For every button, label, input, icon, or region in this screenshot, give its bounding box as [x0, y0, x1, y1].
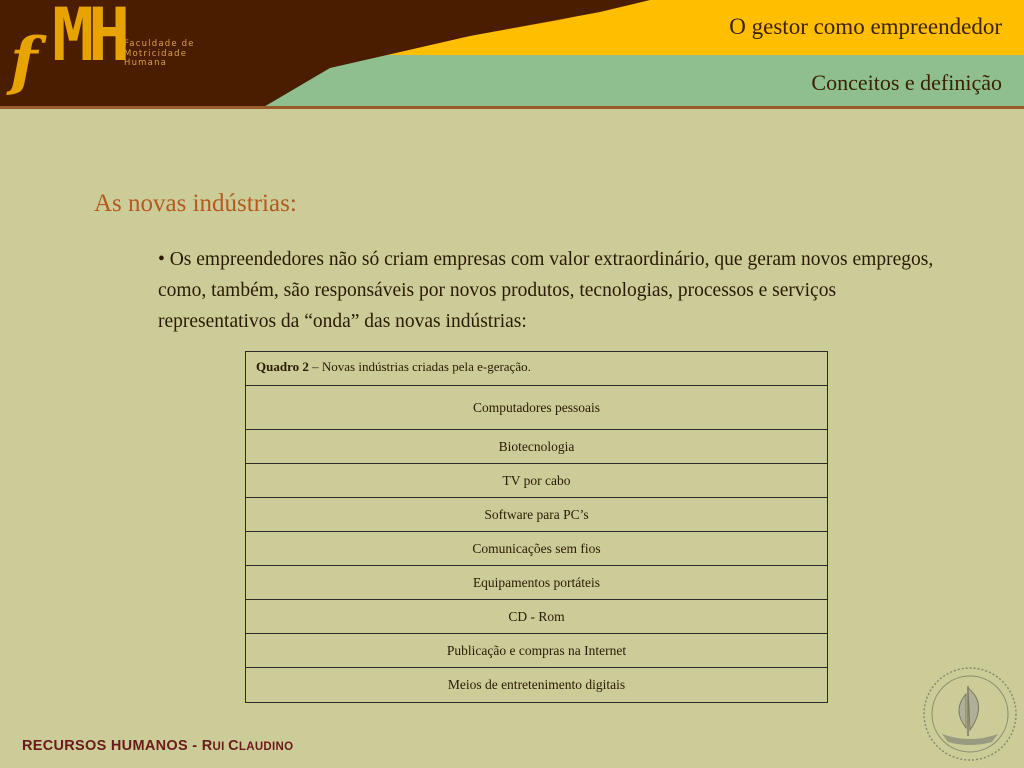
footer-name-c: C: [228, 738, 239, 754]
table-caption-text: – Novas indústrias criadas pela e-geração.: [308, 359, 531, 374]
section-heading: As novas indústrias:: [94, 190, 297, 217]
table-row: Computadores pessoais: [246, 386, 827, 430]
table-row: Biotecnologia: [246, 430, 827, 464]
industries-table: [245, 351, 828, 703]
logo-letter-f: f: [10, 24, 38, 99]
table-row: Publicação e compras na Internet: [246, 634, 827, 668]
table-caption-label: Quadro 2: [256, 359, 309, 374]
bullet-paragraph: • Os empreendedores não só criam empresas com valor extraordinário, que geram novos empregos, como, também, são responsáveis por novos produtos, tecnologias, processos e serviços representativos da “onda” das novas indústrias:: [158, 249, 934, 332]
footer-name-laudino: LAUDINO: [238, 741, 294, 753]
footer-main: RECURSOS HUMANOS -: [22, 738, 202, 754]
table-row: Equipamentos portáteis: [246, 566, 827, 600]
slide-subtitle: Conceitos e definição: [811, 70, 1002, 95]
university-caravel-seal-icon: [920, 664, 1020, 764]
table-row: CD - Rom: [246, 600, 827, 634]
logo-letters-mh: MH: [52, 0, 125, 79]
slide-header: [0, 0, 1024, 110]
footer-name-ui: UI: [212, 741, 229, 753]
slide-title: O gestor como empreendedor: [729, 14, 1002, 39]
logo-line-3: Humana: [124, 58, 168, 68]
fmh-logo: [0, 0, 260, 110]
logo-line-1: Faculdade de: [124, 39, 195, 49]
table-row: Comunicações sem fios: [246, 532, 827, 566]
table-row: Software para PC’s: [246, 498, 827, 532]
footer-name-r: R: [201, 738, 213, 754]
logo-institution-name: [124, 40, 195, 69]
footer-credit: [22, 738, 293, 754]
table-row: Meios de entretenimento digitais: [447, 677, 626, 692]
table-caption: [246, 352, 827, 386]
table-row: TV por cabo: [246, 464, 827, 498]
logo-line-2: Motricidade: [124, 48, 188, 59]
